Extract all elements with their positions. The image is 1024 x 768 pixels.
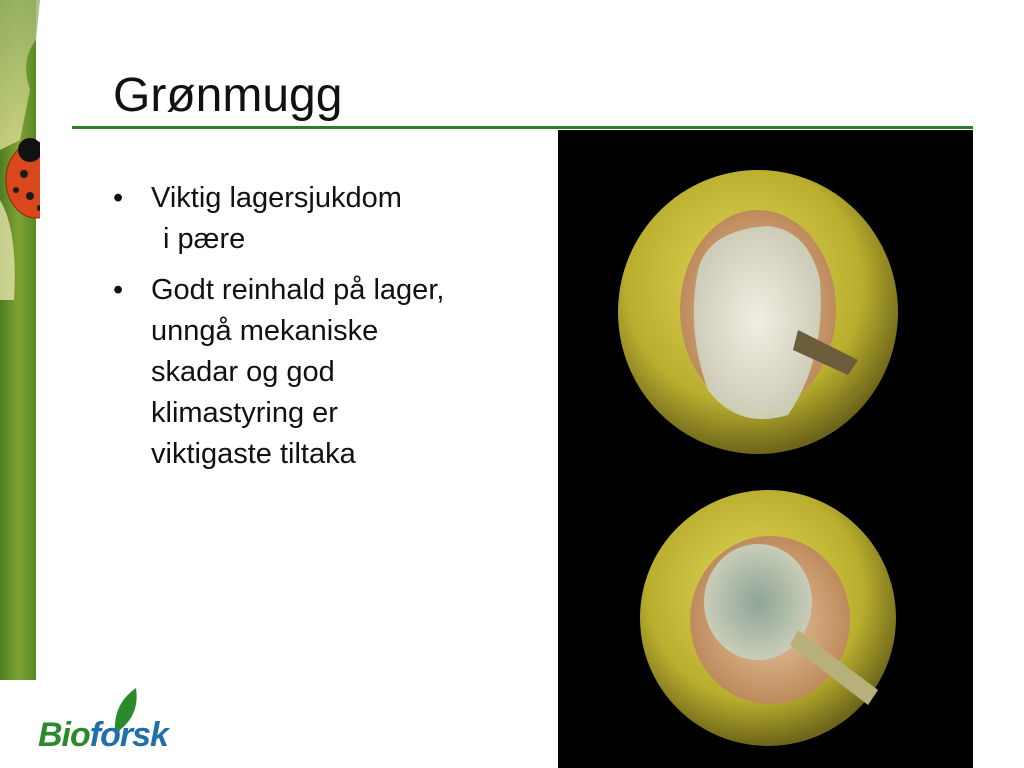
bullet-text-line: Godt reinhald på lager, [151, 274, 445, 306]
slide-title: Grønmugg [113, 69, 343, 122]
bullet-item [113, 178, 533, 260]
logo-text-forsk: forsk [89, 716, 168, 754]
bullet-text-line: unngå mekaniske [151, 315, 379, 347]
bullet-text-line: klimastyring er [151, 397, 338, 429]
pear-bottom [640, 490, 896, 746]
plant-stem-decoration [0, 0, 40, 680]
pear-mold-photo [558, 130, 973, 768]
bullet-list [113, 178, 533, 485]
bioforsk-logo [38, 684, 188, 764]
bullet-text-line: skadar og god [151, 356, 335, 388]
bullet-text-line: i pære [155, 223, 246, 255]
bullet-text-line: Viktig lagersjukdom [151, 182, 402, 214]
bullet-item [113, 270, 533, 475]
logo-text-bio: Bio [38, 716, 90, 754]
bullet-marker: • [113, 182, 124, 214]
bullet-text-line: viktigaste tiltaka [151, 438, 356, 470]
pear-top [618, 170, 898, 454]
title-divider [72, 126, 973, 129]
bullet-marker: • [113, 274, 124, 306]
